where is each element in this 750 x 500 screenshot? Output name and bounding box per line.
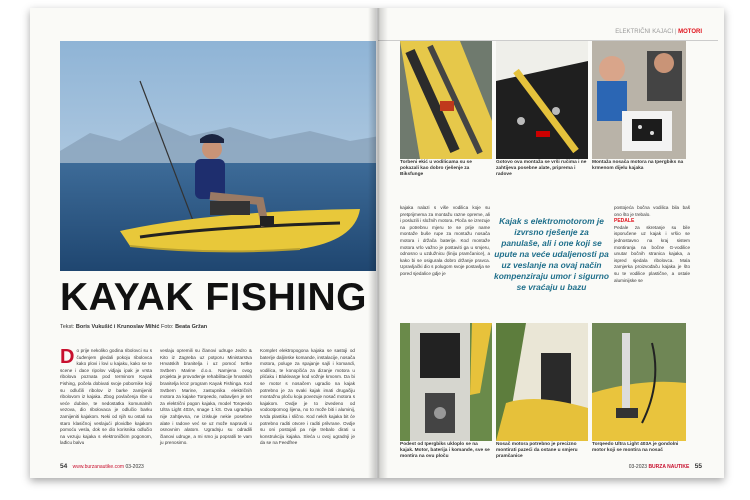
section-prefix: ELEKTRIČNI KAJACI | (615, 29, 677, 35)
section-accent: MOTORI (678, 29, 702, 35)
spread-gutter (368, 8, 388, 478)
dropcap: D (60, 346, 75, 368)
caption-top-2: Gotovo ova montaža se vrši ručima i ne zahtijeva posebne alate, priprema i radove (496, 160, 587, 177)
body-column-b (614, 205, 690, 284)
photo-board-on-kayak (400, 323, 492, 441)
photo-mounting-motor-bracket (592, 41, 686, 159)
right-issue: 03-2023 (628, 464, 648, 470)
caption-bottom-3: Torqeedo Ultra Light 403A je gondolni motor koji se montira na nosač (592, 442, 679, 453)
article-title: KAYAK FISHING (60, 276, 368, 319)
caption-bottom-2: Nosač motora potrebno je precizno montirati pazeći da ostane u smjeru pramčanice (496, 442, 578, 459)
left-site: www.burzanautike.com (72, 464, 125, 470)
left-issue: 03-2023 (125, 464, 144, 470)
hero-photo-kayak-fishing (60, 41, 376, 271)
body-column-3: Komplet elektropogona kajaka se sastoji od baterije daljinske komande, instalacije, nosača motora, poluge za spajanje sajli i komandi, vodilica, te konopčića za dizanje motora u plićaku i Bluklearge kod vožnje kmonm. Da bi se motor s nosačem ugradio na kajak potrebno je za svaki kajak imati drugačiju montažnu ploču koja povezuje nosač motora s kajakom. Ovdje je to izvedeno od vodootpornog lijena, no to može biti i aluminij, tvrda plastika i slično. Kod nekih kajaka bit će potrebno raditi otvore i raditi prilvrane. Ovdje su oni postojali pa nije trebalo dirati u konstrukciju kajaka. Sleća u ovoj ugradnji je da se na Feedfree (260, 348, 355, 446)
byline-authors: Boris Vukušić i Krunoslav Mihić (75, 324, 160, 330)
right-page (378, 8, 724, 478)
left-page-number: 54 (60, 463, 68, 470)
caption-bottom-1: Podest od Ipergbiks ukloplo se na kajak. Motor, baterija i komande, sve se montira na ovu ploču (400, 442, 490, 459)
photo-motor-mount-direction (496, 323, 588, 441)
section-header (615, 29, 702, 35)
pull-quote: Kajak s elektromotorom je izvrsno rješenje za panulaše, ali i one koji se upute na veće udaljenosti pa uz veslanje na ovaj način kompenziraju umor i sigurno se vraćaju u bazu (494, 216, 609, 292)
body-column-2: veslaju opremili su članovi udruge Jedro & Kito iz Zagreba uz potporu Ministarstva Hrvatskih branitelja i uz pomoć tvrtke Svtbern Marine d.o.o. Namjena ovog projekta je provođenje rehabilitacije hrvatskih branitelja kroz program Kayak Fishinga. Kod Svtbern Marine, zastupnika električnih motora za kajake Torqeedo, nabavljen je set za električni pogon kajaka, model Torqeedo Ultra Light 403A, snage 1 kS. Ova ugradnja nije zahtjevna, ne iziskuje nekie posebne alate i radove već se uz može napraviti u osnovnim alatom. Ugradnju su odradili članovi udruge, a mi smo ju popratili te vam ju prenosimo. (160, 348, 252, 446)
right-folio (629, 463, 702, 470)
byline (60, 324, 207, 330)
byline-photo-label: Foto: (160, 324, 174, 330)
body-column-b-text: Pedale za skretanje su bile isporučene uz kajak i vršio se jednostavno na kraj sistem montiranja na bočne G-vodilice unutar bočnih stranica kajaka, a ispred sjedala ribolovca. Mala zamjerka proizvođaču kajaka je što su te vodilice plastične, a ostale aluminijske se (614, 224, 690, 283)
left-page (30, 8, 376, 478)
right-magazine: BURZA NAUTIKE (648, 464, 690, 470)
photo-rail-mount (400, 41, 492, 159)
caption-top-1: Torbeni ekić u vodilicama su se pokazali kao dobro rješenje za Biksfunge (400, 160, 472, 177)
magazine-spread (30, 8, 724, 478)
photo-torqeedo-motor (592, 323, 686, 441)
byline-photographer: Beata Gržan (175, 324, 208, 330)
body-column-1-text: o prije nekoliko godina ribolovci su s čuđenjem gledali pokoju ribolovca kako plovi i lovi u kajaku, kako se te scene i dace ripolov vidjaju ipak je vrsta ribolova poznata pod terminom Kayak Fishing, počela dobivati svoje pobornike koji su odlučili ribolov iz barke zamijeniti ribolovom iz kajaka. Zbog povlačenja ribe u veće dubine, te nedostatka komunalnih vezova, dio ribolovaca je odlučio barku zamijeniti kajakom. Neki od njih su ostali na staro klasičnoj veslajući plovidbe kajakom pomoću vesla, dok se dio korisnika odlučio na vezuju kajaka s elektroničkim pogonom, lađicu balvu (60, 348, 152, 446)
caption-top-3: Montaža nosača motora na Ipergbiks na krmenom dijelu kajaka (592, 160, 684, 171)
body-column-1 (60, 348, 152, 447)
byline-text-label: Tekst: (60, 324, 75, 330)
left-folio (60, 463, 144, 470)
subhead-pedale: PEDALE (614, 218, 635, 225)
body-column-b-intro: postojeća bočna vodilica bila baš ono što je trebalo. (614, 205, 690, 217)
right-page-number: 55 (694, 463, 702, 470)
photo-mount-plate (496, 41, 588, 159)
body-column-a: kajaka nalazi s više vodilica koje su pretprijmema za montažu razne opreme, ali i posluzili i složnih motora. Ploča se izrezuje na potrebnu mjeru te se prije name montaže buše rupe za montažu nosača motora i držača baterije. Kod montaže motora vrlo važno je postaviti ga u smjeru, odnosno u uzdužnicu (liniju pramčanice), a kako bi se osigurala dobro držanje pravca. Upravljački dio s polugom svoje postavlja se pored sjedalice gdje je (400, 205, 490, 276)
